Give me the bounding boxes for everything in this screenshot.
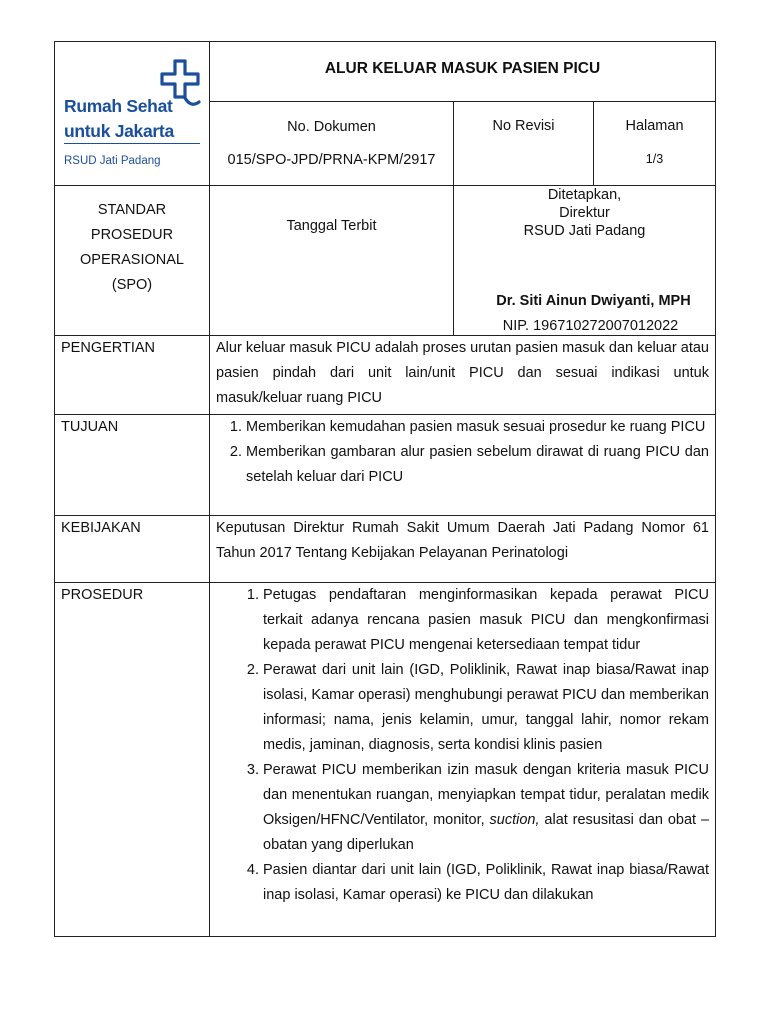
page-title: ALUR KELUAR MASUK PASIEN PICU — [210, 42, 716, 102]
tujuan-list — [220, 415, 709, 490]
tanggal-terbit-label: Tanggal Terbit — [286, 218, 377, 234]
no-dokumen-cell — [210, 102, 454, 186]
kebijakan-label: KEBIJAKAN — [55, 516, 210, 583]
list-item-text-part: Perawat PICU memberikan izin masuk dengan kriteria masuk PICU dan menentukan ruangan, menyiapkan tempat tidur, peralatan medik Oksigen/HFNC/Ventilator, monitor, — [263, 762, 709, 828]
logo-line2: untuk Jakarta — [64, 121, 174, 141]
kebijakan-text: Keputusan Direktur Rumah Sakit Umum Daerah Jati Padang Nomor 61 Tahun 2017 Tentang Kebijakan Pelayanan Perinatologi — [210, 516, 716, 583]
spo-line1: STANDAR — [97, 202, 167, 218]
list-item-number: 1. — [246, 587, 259, 603]
list-item-number: 4. — [246, 862, 259, 878]
ditetapkan-label: Ditetapkan, — [547, 187, 622, 203]
no-dokumen-label: No. Dokumen — [287, 119, 376, 135]
list-item-text: Perawat dari unit lain (IGD, Poliklinik, Rawat inap biasa/Rawat inap isolasi, Kamar operasi) menghubungi perawat PICU dan memberikan informasi; nama, jenis kelamin, umur, tanggal lahir, nomor rekam medis, jaminan, diagnosis, serta kondisi klinis pasien — [263, 662, 709, 753]
halaman-value: 1/3 — [645, 152, 664, 166]
prosedur-cell — [210, 583, 716, 937]
list-item-number: 2. — [229, 444, 242, 460]
list-item-text — [263, 762, 709, 853]
signer-name: Dr. Siti Ainun Dwiyanti, MPH — [496, 293, 691, 309]
logo-line1: Rumah Sehat — [64, 96, 173, 116]
halaman-label: Halaman — [625, 118, 684, 134]
no-dokumen-value: 015/SPO-JPD/PRNA-KPM/2917 — [227, 152, 436, 168]
sop-table — [54, 41, 716, 937]
prosedur-label: PROSEDUR — [55, 583, 210, 937]
logo-cell — [55, 42, 210, 186]
logo-hospital: RSUD Jati Padang — [64, 155, 161, 167]
list-item-text: Petugas pendaftaran menginformasikan kepada perawat PICU terkait adanya rencana pasien masuk PICU dan mengkonfirmasi kepada perawat PICU mengenai ketersediaan tempat tidur — [263, 587, 709, 653]
no-revisi-cell — [454, 102, 594, 186]
prosedur-list — [237, 583, 709, 908]
spo-line3: OPERASIONAL — [80, 252, 184, 268]
list-item-text-italic: suction, — [489, 812, 540, 828]
list-item-text: Memberikan gambaran alur pasien sebelum dirawat di ruang PICU dan setelah keluar dari PICU — [246, 444, 709, 485]
pengertian-label: PENGERTIAN — [55, 336, 210, 415]
list-item — [220, 415, 709, 440]
spo-cell — [55, 186, 210, 336]
list-item — [237, 658, 709, 758]
list-item — [237, 758, 709, 858]
sop-document — [54, 41, 715, 937]
tujuan-cell — [210, 415, 716, 516]
list-item-number: 1. — [229, 419, 242, 435]
list-item-text: Memberikan kemudahan pasien masuk sesuai prosedur ke ruang PICU — [246, 419, 706, 435]
spo-line4: (SPO) — [111, 277, 153, 293]
spo-line2: PROSEDUR — [90, 227, 174, 243]
no-revisi-label: No Revisi — [492, 118, 555, 134]
list-item — [237, 583, 709, 658]
list-item-number: 3. — [246, 762, 259, 778]
list-item-text-part: alat resusitasi dan obat – obatan yang diperlukan — [263, 812, 710, 853]
pengertian-text: Alur keluar masuk PICU adalah proses urutan pasien masuk dan keluar atau pasien pindah dari unit lain/unit PICU dan sesuai indikasi untuk masuk/keluar ruang PICU — [210, 336, 716, 415]
halaman-cell — [594, 102, 716, 186]
list-item-text: Pasien diantar dari unit lain (IGD, Poliklinik, Rawat inap biasa/Rawat inap isolasi, Kamar operasi) ke PICU dan dilakukan — [263, 862, 709, 903]
list-item — [220, 440, 709, 490]
ditetapkan-cell — [454, 186, 716, 336]
signer-nip: NIP. 196710272007012022 — [502, 318, 679, 334]
list-item-number: 2. — [246, 662, 259, 678]
list-item — [237, 858, 709, 908]
tanggal-terbit-cell — [210, 186, 454, 336]
direktur-label: Direktur — [559, 205, 610, 221]
logo-divider — [64, 143, 200, 144]
rsud-label: RSUD Jati Padang — [523, 223, 646, 239]
tujuan-label: TUJUAN — [55, 415, 210, 516]
